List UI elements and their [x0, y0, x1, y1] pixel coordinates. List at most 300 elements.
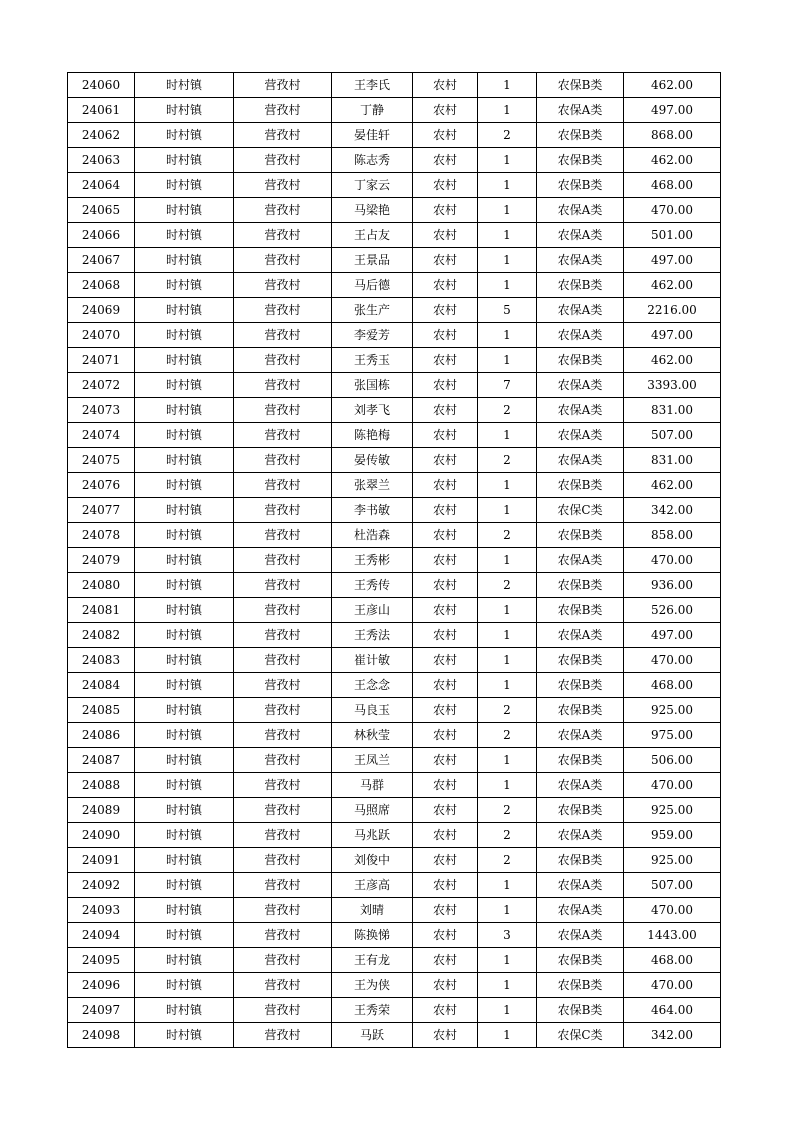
table-row	[68, 898, 721, 923]
household-size-cell: 5	[478, 298, 537, 323]
household-size-cell: 1	[478, 898, 537, 923]
record-id-cell: 24081	[68, 598, 135, 623]
amount-cell: 858.00	[624, 523, 721, 548]
area-cell: 农村	[413, 523, 478, 548]
township-cell: 时村镇	[135, 373, 234, 398]
household-size-cell: 1	[478, 623, 537, 648]
name-cell: 李爱芳	[332, 323, 413, 348]
table-row	[68, 198, 721, 223]
insurance-class-cell: 农保B类	[537, 598, 624, 623]
name-cell: 王彦山	[332, 598, 413, 623]
name-cell: 马照席	[332, 798, 413, 823]
area-cell: 农村	[413, 598, 478, 623]
village-cell: 营孜村	[234, 423, 332, 448]
amount-cell: 925.00	[624, 798, 721, 823]
insurance-class-cell: 农保C类	[537, 1023, 624, 1048]
name-cell: 马跃	[332, 1023, 413, 1048]
record-id-cell: 24068	[68, 273, 135, 298]
name-cell: 王秀法	[332, 623, 413, 648]
village-cell: 营孜村	[234, 823, 332, 848]
household-size-cell: 1	[478, 323, 537, 348]
area-cell: 农村	[413, 773, 478, 798]
insurance-class-cell: 农保A类	[537, 298, 624, 323]
household-size-cell: 2	[478, 448, 537, 473]
amount-cell: 831.00	[624, 448, 721, 473]
record-id-cell: 24078	[68, 523, 135, 548]
insurance-class-cell: 农保B类	[537, 798, 624, 823]
household-size-cell: 1	[478, 748, 537, 773]
area-cell: 农村	[413, 198, 478, 223]
record-id-cell: 24061	[68, 98, 135, 123]
insurance-class-cell: 农保C类	[537, 498, 624, 523]
village-cell: 营孜村	[234, 998, 332, 1023]
village-cell: 营孜村	[234, 273, 332, 298]
insurance-class-cell: 农保B类	[537, 173, 624, 198]
record-id-cell: 24093	[68, 898, 135, 923]
household-size-cell: 1	[478, 973, 537, 998]
insurance-class-cell: 农保A类	[537, 223, 624, 248]
roster-sheet	[67, 72, 720, 1048]
name-cell: 王秀传	[332, 573, 413, 598]
amount-cell: 468.00	[624, 673, 721, 698]
village-cell: 营孜村	[234, 748, 332, 773]
record-id-cell: 24083	[68, 648, 135, 673]
insurance-class-cell: 农保A类	[537, 98, 624, 123]
table-row	[68, 348, 721, 373]
village-cell: 营孜村	[234, 73, 332, 98]
township-cell: 时村镇	[135, 423, 234, 448]
insurance-class-cell: 农保A类	[537, 923, 624, 948]
amount-cell: 936.00	[624, 573, 721, 598]
household-size-cell: 1	[478, 473, 537, 498]
township-cell: 时村镇	[135, 998, 234, 1023]
amount-cell: 925.00	[624, 698, 721, 723]
table-row	[68, 973, 721, 998]
household-size-cell: 1	[478, 98, 537, 123]
insurance-class-cell: 农保A类	[537, 448, 624, 473]
household-size-cell: 1	[478, 548, 537, 573]
area-cell: 农村	[413, 273, 478, 298]
record-id-cell: 24075	[68, 448, 135, 473]
township-cell: 时村镇	[135, 623, 234, 648]
amount-cell: 3393.00	[624, 373, 721, 398]
insurance-class-cell: 农保B类	[537, 698, 624, 723]
record-id-cell: 24066	[68, 223, 135, 248]
household-size-cell: 7	[478, 373, 537, 398]
name-cell: 王秀玉	[332, 348, 413, 373]
village-cell: 营孜村	[234, 573, 332, 598]
area-cell: 农村	[413, 748, 478, 773]
amount-cell: 2216.00	[624, 298, 721, 323]
township-cell: 时村镇	[135, 148, 234, 173]
household-size-cell: 1	[478, 423, 537, 448]
village-cell: 营孜村	[234, 648, 332, 673]
township-cell: 时村镇	[135, 973, 234, 998]
area-cell: 农村	[413, 848, 478, 873]
township-cell: 时村镇	[135, 98, 234, 123]
township-cell: 时村镇	[135, 948, 234, 973]
area-cell: 农村	[413, 298, 478, 323]
village-cell: 营孜村	[234, 923, 332, 948]
insurance-class-cell: 农保B类	[537, 73, 624, 98]
amount-cell: 462.00	[624, 473, 721, 498]
area-cell: 农村	[413, 348, 478, 373]
household-size-cell: 1	[478, 673, 537, 698]
household-size-cell: 2	[478, 848, 537, 873]
township-cell: 时村镇	[135, 723, 234, 748]
amount-cell: 462.00	[624, 273, 721, 298]
record-id-cell: 24097	[68, 998, 135, 1023]
record-id-cell: 24087	[68, 748, 135, 773]
name-cell: 丁家云	[332, 173, 413, 198]
record-id-cell: 24060	[68, 73, 135, 98]
township-cell: 时村镇	[135, 298, 234, 323]
amount-cell: 470.00	[624, 648, 721, 673]
table-row	[68, 223, 721, 248]
area-cell: 农村	[413, 323, 478, 348]
insurance-class-cell: 农保B类	[537, 148, 624, 173]
township-cell: 时村镇	[135, 648, 234, 673]
record-id-cell: 24082	[68, 623, 135, 648]
name-cell: 王占友	[332, 223, 413, 248]
village-cell: 营孜村	[234, 398, 332, 423]
name-cell: 马良玉	[332, 698, 413, 723]
amount-cell: 470.00	[624, 973, 721, 998]
record-id-cell: 24096	[68, 973, 135, 998]
village-cell: 营孜村	[234, 548, 332, 573]
household-size-cell: 2	[478, 523, 537, 548]
table-row	[68, 623, 721, 648]
area-cell: 农村	[413, 648, 478, 673]
name-cell: 王彦高	[332, 873, 413, 898]
insurance-class-cell: 农保A类	[537, 548, 624, 573]
household-size-cell: 1	[478, 348, 537, 373]
township-cell: 时村镇	[135, 198, 234, 223]
insurance-class-cell: 农保A类	[537, 873, 624, 898]
township-cell: 时村镇	[135, 573, 234, 598]
village-cell: 营孜村	[234, 673, 332, 698]
record-id-cell: 24065	[68, 198, 135, 223]
insurance-class-cell: 农保B类	[537, 473, 624, 498]
insurance-class-cell: 农保B类	[537, 348, 624, 373]
record-id-cell: 24089	[68, 798, 135, 823]
household-size-cell: 1	[478, 273, 537, 298]
village-cell: 营孜村	[234, 248, 332, 273]
household-size-cell: 1	[478, 998, 537, 1023]
insurance-class-cell: 农保A类	[537, 373, 624, 398]
insurance-class-cell: 农保B类	[537, 273, 624, 298]
area-cell: 农村	[413, 998, 478, 1023]
area-cell: 农村	[413, 498, 478, 523]
table-row	[68, 448, 721, 473]
table-row	[68, 173, 721, 198]
record-id-cell: 24063	[68, 148, 135, 173]
insurance-class-cell: 农保A类	[537, 323, 624, 348]
name-cell: 张翠兰	[332, 473, 413, 498]
township-cell: 时村镇	[135, 273, 234, 298]
insurance-class-cell: 农保A类	[537, 398, 624, 423]
household-size-cell: 1	[478, 773, 537, 798]
household-size-cell: 2	[478, 723, 537, 748]
table-row	[68, 923, 721, 948]
amount-cell: 497.00	[624, 323, 721, 348]
township-cell: 时村镇	[135, 848, 234, 873]
amount-cell: 497.00	[624, 98, 721, 123]
area-cell: 农村	[413, 548, 478, 573]
village-cell: 营孜村	[234, 873, 332, 898]
village-cell: 营孜村	[234, 798, 332, 823]
amount-cell: 497.00	[624, 248, 721, 273]
record-id-cell: 24085	[68, 698, 135, 723]
township-cell: 时村镇	[135, 248, 234, 273]
township-cell: 时村镇	[135, 123, 234, 148]
table-row	[68, 1023, 721, 1048]
township-cell: 时村镇	[135, 548, 234, 573]
area-cell: 农村	[413, 898, 478, 923]
amount-cell: 468.00	[624, 948, 721, 973]
insurance-class-cell: 农保B类	[537, 973, 624, 998]
township-cell: 时村镇	[135, 898, 234, 923]
area-cell: 农村	[413, 798, 478, 823]
record-id-cell: 24088	[68, 773, 135, 798]
area-cell: 农村	[413, 98, 478, 123]
table-row	[68, 273, 721, 298]
amount-cell: 497.00	[624, 623, 721, 648]
record-id-cell: 24091	[68, 848, 135, 873]
record-id-cell: 24069	[68, 298, 135, 323]
name-cell: 王有龙	[332, 948, 413, 973]
record-id-cell: 24073	[68, 398, 135, 423]
area-cell: 农村	[413, 73, 478, 98]
township-cell: 时村镇	[135, 73, 234, 98]
amount-cell: 506.00	[624, 748, 721, 773]
township-cell: 时村镇	[135, 873, 234, 898]
table-row	[68, 823, 721, 848]
amount-cell: 975.00	[624, 723, 721, 748]
table-row	[68, 798, 721, 823]
table-row	[68, 873, 721, 898]
village-cell: 营孜村	[234, 223, 332, 248]
amount-cell: 925.00	[624, 848, 721, 873]
table-row	[68, 548, 721, 573]
record-id-cell: 24086	[68, 723, 135, 748]
table-row	[68, 573, 721, 598]
area-cell: 农村	[413, 1023, 478, 1048]
area-cell: 农村	[413, 723, 478, 748]
household-size-cell: 2	[478, 398, 537, 423]
name-cell: 马后德	[332, 273, 413, 298]
record-id-cell: 24064	[68, 173, 135, 198]
household-size-cell: 2	[478, 123, 537, 148]
area-cell: 农村	[413, 673, 478, 698]
household-size-cell: 1	[478, 248, 537, 273]
area-cell: 农村	[413, 173, 478, 198]
name-cell: 马群	[332, 773, 413, 798]
village-cell: 营孜村	[234, 348, 332, 373]
area-cell: 农村	[413, 423, 478, 448]
household-size-cell: 1	[478, 1023, 537, 1048]
amount-cell: 959.00	[624, 823, 721, 848]
household-size-cell: 2	[478, 698, 537, 723]
area-cell: 农村	[413, 873, 478, 898]
village-cell: 营孜村	[234, 948, 332, 973]
area-cell: 农村	[413, 823, 478, 848]
amount-cell: 501.00	[624, 223, 721, 248]
name-cell: 晏佳轩	[332, 123, 413, 148]
table-row	[68, 148, 721, 173]
table-row	[68, 723, 721, 748]
township-cell: 时村镇	[135, 698, 234, 723]
amount-cell: 831.00	[624, 398, 721, 423]
insurance-class-cell: 农保A类	[537, 723, 624, 748]
household-size-cell: 1	[478, 873, 537, 898]
village-cell: 营孜村	[234, 523, 332, 548]
insurance-class-cell: 农保B类	[537, 573, 624, 598]
insurance-class-cell: 农保B类	[537, 948, 624, 973]
table-row	[68, 648, 721, 673]
township-cell: 时村镇	[135, 448, 234, 473]
village-cell: 营孜村	[234, 1023, 332, 1048]
roster-body	[68, 73, 721, 1048]
amount-cell: 342.00	[624, 1023, 721, 1048]
table-row	[68, 98, 721, 123]
village-cell: 营孜村	[234, 723, 332, 748]
village-cell: 营孜村	[234, 123, 332, 148]
table-row	[68, 998, 721, 1023]
amount-cell: 462.00	[624, 348, 721, 373]
insurance-class-cell: 农保A类	[537, 248, 624, 273]
household-size-cell: 1	[478, 948, 537, 973]
household-size-cell: 1	[478, 223, 537, 248]
table-row	[68, 373, 721, 398]
name-cell: 张国栋	[332, 373, 413, 398]
village-cell: 营孜村	[234, 323, 332, 348]
name-cell: 杜浩森	[332, 523, 413, 548]
village-cell: 营孜村	[234, 898, 332, 923]
name-cell: 王念念	[332, 673, 413, 698]
table-row	[68, 498, 721, 523]
village-cell: 营孜村	[234, 448, 332, 473]
name-cell: 刘晴	[332, 898, 413, 923]
amount-cell: 507.00	[624, 873, 721, 898]
record-id-cell: 24070	[68, 323, 135, 348]
name-cell: 陈志秀	[332, 148, 413, 173]
area-cell: 农村	[413, 973, 478, 998]
name-cell: 刘俊中	[332, 848, 413, 873]
village-cell: 营孜村	[234, 973, 332, 998]
amount-cell: 462.00	[624, 148, 721, 173]
area-cell: 农村	[413, 473, 478, 498]
insurance-class-cell: 农保B类	[537, 748, 624, 773]
record-id-cell: 24071	[68, 348, 135, 373]
household-size-cell: 1	[478, 148, 537, 173]
insurance-class-cell: 农保A类	[537, 623, 624, 648]
record-id-cell: 24072	[68, 373, 135, 398]
table-row	[68, 698, 721, 723]
township-cell: 时村镇	[135, 523, 234, 548]
township-cell: 时村镇	[135, 348, 234, 373]
village-cell: 营孜村	[234, 498, 332, 523]
insurance-class-cell: 农保B类	[537, 523, 624, 548]
village-cell: 营孜村	[234, 198, 332, 223]
area-cell: 农村	[413, 123, 478, 148]
amount-cell: 1443.00	[624, 923, 721, 948]
record-id-cell: 24098	[68, 1023, 135, 1048]
table-row	[68, 748, 721, 773]
table-row	[68, 123, 721, 148]
household-size-cell: 1	[478, 173, 537, 198]
village-cell: 营孜村	[234, 173, 332, 198]
household-size-cell: 2	[478, 573, 537, 598]
name-cell: 刘孝飞	[332, 398, 413, 423]
amount-cell: 464.00	[624, 998, 721, 1023]
name-cell: 林秋莹	[332, 723, 413, 748]
amount-cell: 342.00	[624, 498, 721, 523]
village-cell: 营孜村	[234, 373, 332, 398]
township-cell: 时村镇	[135, 173, 234, 198]
name-cell: 李书敏	[332, 498, 413, 523]
amount-cell: 507.00	[624, 423, 721, 448]
township-cell: 时村镇	[135, 823, 234, 848]
insurance-class-cell: 农保B类	[537, 848, 624, 873]
name-cell: 晏传敏	[332, 448, 413, 473]
household-size-cell: 1	[478, 498, 537, 523]
village-cell: 营孜村	[234, 473, 332, 498]
area-cell: 农村	[413, 923, 478, 948]
table-row	[68, 398, 721, 423]
household-size-cell: 3	[478, 923, 537, 948]
area-cell: 农村	[413, 948, 478, 973]
record-id-cell: 24092	[68, 873, 135, 898]
record-id-cell: 24095	[68, 948, 135, 973]
area-cell: 农村	[413, 698, 478, 723]
amount-cell: 470.00	[624, 198, 721, 223]
area-cell: 农村	[413, 248, 478, 273]
township-cell: 时村镇	[135, 323, 234, 348]
table-row	[68, 773, 721, 798]
township-cell: 时村镇	[135, 773, 234, 798]
roster-table	[67, 72, 721, 1048]
area-cell: 农村	[413, 623, 478, 648]
table-row	[68, 948, 721, 973]
township-cell: 时村镇	[135, 673, 234, 698]
amount-cell: 470.00	[624, 898, 721, 923]
amount-cell: 470.00	[624, 548, 721, 573]
record-id-cell: 24062	[68, 123, 135, 148]
record-id-cell: 24067	[68, 248, 135, 273]
township-cell: 时村镇	[135, 398, 234, 423]
amount-cell: 468.00	[624, 173, 721, 198]
area-cell: 农村	[413, 223, 478, 248]
area-cell: 农村	[413, 448, 478, 473]
insurance-class-cell: 农保B类	[537, 998, 624, 1023]
name-cell: 马兆跃	[332, 823, 413, 848]
record-id-cell: 24074	[68, 423, 135, 448]
household-size-cell: 1	[478, 73, 537, 98]
village-cell: 营孜村	[234, 623, 332, 648]
name-cell: 崔计敏	[332, 648, 413, 673]
name-cell: 陈艳梅	[332, 423, 413, 448]
household-size-cell: 1	[478, 648, 537, 673]
insurance-class-cell: 农保A类	[537, 898, 624, 923]
insurance-class-cell: 农保A类	[537, 423, 624, 448]
insurance-class-cell: 农保A类	[537, 823, 624, 848]
insurance-class-cell: 农保A类	[537, 773, 624, 798]
village-cell: 营孜村	[234, 148, 332, 173]
area-cell: 农村	[413, 373, 478, 398]
record-id-cell: 24077	[68, 498, 135, 523]
village-cell: 营孜村	[234, 598, 332, 623]
